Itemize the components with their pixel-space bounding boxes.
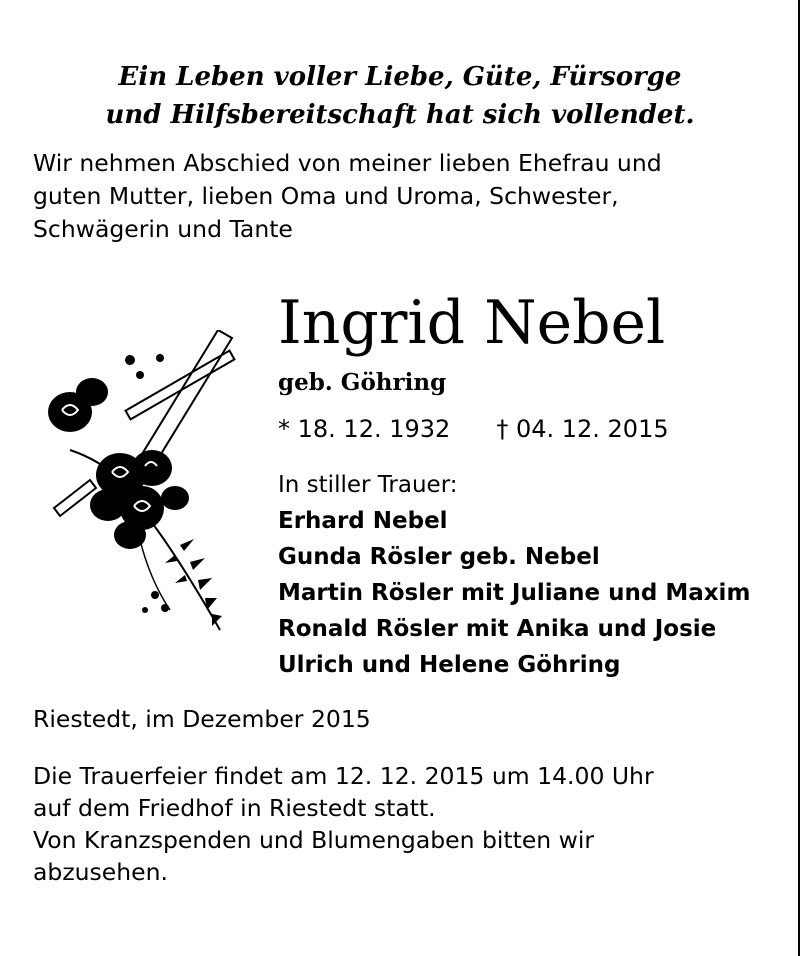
cross-with-roses-icon: [30, 330, 250, 640]
mourner: Ulrich und Helene Göhring: [278, 652, 621, 678]
death-date: † 04. 12. 2015: [496, 415, 669, 443]
birth-date: * 18. 12. 1932: [278, 415, 451, 443]
motto-line-1: Ein Leben voller Liebe, Güte, Fürsorge: [118, 62, 682, 92]
motto: [0, 58, 800, 134]
mourner: Ronald Rösler mit Anika und Josie: [278, 616, 717, 642]
mourner: Gunda Rösler geb. Nebel: [278, 544, 600, 570]
funeral-info: Die Trauerfeier findet am 12. 12. 2015 um 14.00 Uhr auf dem Friedhof in Riestedt statt. Von Kranzspenden und Blumengaben bitten wir abzusehen.: [33, 762, 654, 886]
intro-text: Wir nehmen Abschied von meiner lieben Ehefrau und guten Mutter, lieben Oma und Uroma, Schwester, Schwägerin und Tante: [33, 149, 662, 243]
mourners-list: [278, 503, 750, 683]
motto-line-2: und Hilfsbereitschaft hat sich vollendet.: [105, 100, 695, 130]
life-dates: [278, 412, 669, 446]
place-date: Riestedt, im Dezember 2015: [33, 705, 371, 733]
maiden-name: geb. Göhring: [278, 369, 447, 396]
mourning-label: In stiller Trauer:: [278, 472, 458, 498]
deceased-name: Ingrid Nebel: [278, 288, 666, 358]
mourner: Martin Rösler mit Juliane und Maxim: [278, 580, 751, 606]
mourner: Erhard Nebel: [278, 508, 448, 534]
